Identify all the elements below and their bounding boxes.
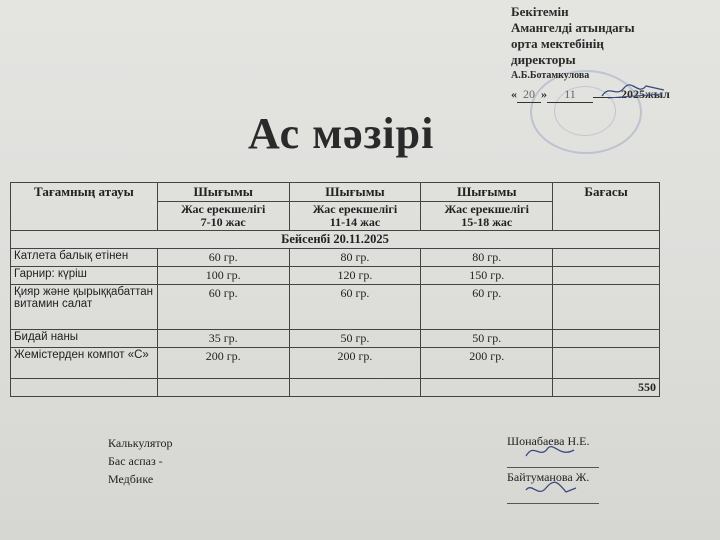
day-label: Бейсенбі 20.11.2025 (11, 231, 660, 249)
portion-11-14: 60 гр. (289, 285, 421, 330)
signature-scribble-1 (520, 440, 580, 462)
date-year: 2025жыл (621, 87, 670, 101)
date-month: 11 (547, 86, 593, 103)
portion-7-10: 60 гр. (157, 249, 289, 267)
subheader-age-3: Жас ерекшелігі 15-18 жас (421, 202, 553, 231)
header-price: Бағасы (553, 183, 660, 231)
dish-name: Жемістерден компот «С» (11, 348, 158, 379)
portion-7-10: 35 гр. (157, 330, 289, 348)
dish-name: Бидай наны (11, 330, 158, 348)
price-cell (553, 267, 660, 285)
director-signature (598, 80, 668, 102)
header-output-3: Шығымы (421, 183, 553, 202)
table-row (11, 285, 660, 330)
dish-name: Қияр және қырыққабаттан витамин салат (11, 285, 158, 330)
header-dish-name: Тағамның атауы (11, 183, 158, 231)
page-title: Ас мәзірі (248, 109, 435, 158)
staff-roles (108, 434, 172, 488)
portion-7-10: 60 гр. (157, 285, 289, 330)
portion-15-18: 60 гр. (421, 285, 553, 330)
role-calculator: Калькулятор (108, 436, 173, 450)
portion-15-18: 80 гр. (421, 249, 553, 267)
total-price: 550 (553, 379, 660, 397)
subheader-age-1: Жас ерекшелігі 7-10 жас (157, 202, 289, 231)
price-cell (553, 249, 660, 267)
portion-15-18: 50 гр. (421, 330, 553, 348)
approval-line-2: Амангелді атындағы (511, 20, 635, 35)
price-cell (553, 330, 660, 348)
portion-7-10: 200 гр. (157, 348, 289, 379)
portion-11-14: 200 гр. (289, 348, 421, 379)
portion-11-14: 50 гр. (289, 330, 421, 348)
signature-scribble-2 (520, 478, 580, 500)
role-head-cook: Бас аспаз - (108, 454, 163, 468)
approval-line-1: Бекітемін (511, 4, 569, 19)
table-row (11, 348, 660, 379)
table-row (11, 267, 660, 285)
date-day: 20 (517, 86, 541, 103)
approval-director-name: А.Б.Ботамкулова (511, 70, 590, 81)
table-row (11, 249, 660, 267)
date-quote-open: « (511, 87, 517, 101)
header-output-2: Шығымы (289, 183, 421, 202)
portion-15-18: 150 гр. (421, 267, 553, 285)
portion-11-14: 120 гр. (289, 267, 421, 285)
name-calculator: Шонабаева Н.Е. (507, 434, 590, 448)
approval-line-3: орта мектебінің (511, 36, 604, 51)
price-cell (553, 348, 660, 379)
approval-line-4: директоры (511, 52, 576, 67)
price-cell (553, 285, 660, 330)
dish-name: Гарнир: күріш (11, 267, 158, 285)
menu-table (10, 182, 660, 397)
day-row (11, 231, 660, 249)
portion-7-10: 100 гр. (157, 267, 289, 285)
table-row (11, 330, 660, 348)
name-nurse: Байтуманова Ж. (507, 470, 590, 484)
role-nurse: Медбике (108, 472, 154, 486)
total-row (11, 379, 660, 397)
date-quote-close: » (541, 87, 547, 101)
header-output-1: Шығымы (157, 183, 289, 202)
portion-11-14: 80 гр. (289, 249, 421, 267)
dish-name: Катлета балық етінен (11, 249, 158, 267)
portion-15-18: 200 гр. (421, 348, 553, 379)
subheader-age-2: Жас ерекшелігі 11-14 жас (289, 202, 421, 231)
signature-line-2 (507, 502, 599, 504)
table-header-row (11, 183, 660, 202)
